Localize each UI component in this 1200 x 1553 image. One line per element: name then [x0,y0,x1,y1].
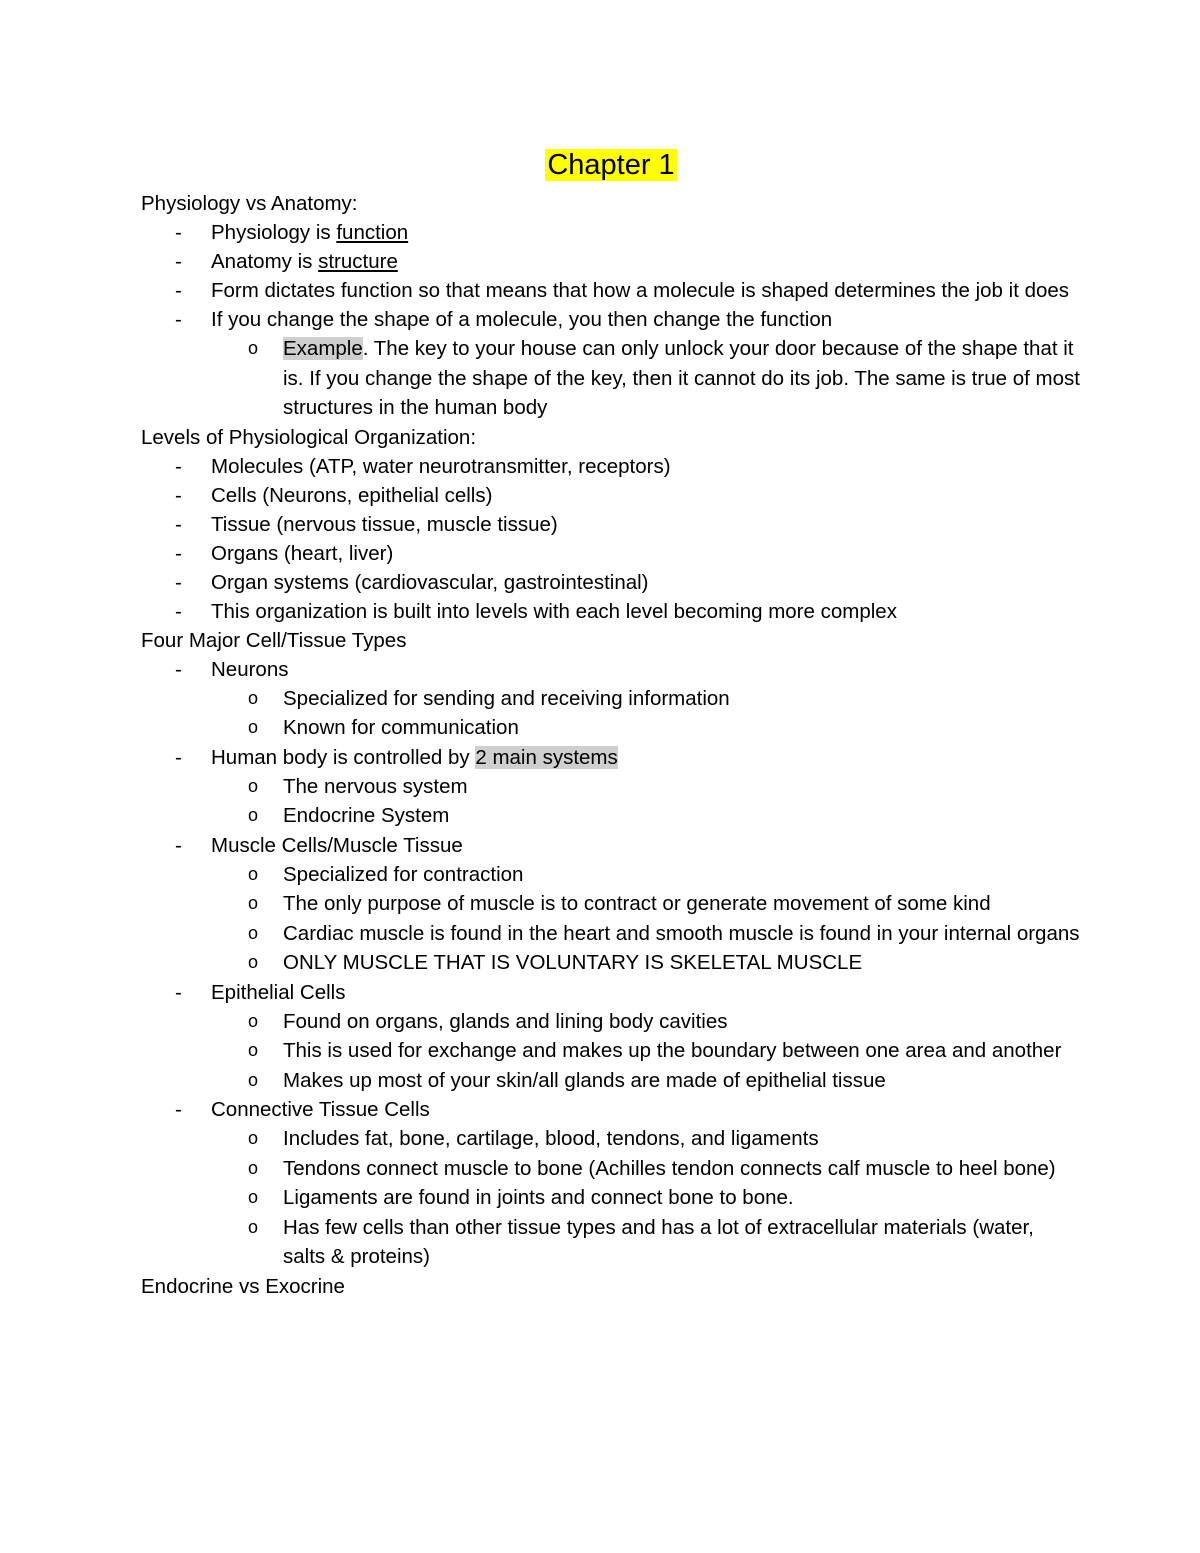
underlined-term: structure [318,250,398,273]
list-item-muscle: - Muscle Cells/Muscle Tissue [141,831,1081,860]
underlined-term: function [336,221,409,244]
list-item: - Molecules (ATP, water neurotransmitter, receptors) [141,452,1081,481]
dash-bullet: - [175,599,182,623]
circle-bullet: o [248,1010,259,1031]
list-item: - Physiology is function [141,218,1081,247]
list-item-neurons: - Neurons [141,655,1081,684]
chapter-title-text: Chapter 1 [547,149,675,181]
section-heading-cell-types: Four Major Cell/Tissue Types [141,628,407,652]
list-item-epithelial: - Epithelial Cells [141,978,1081,1007]
list-item: - Cells (Neurons, epithelial cells) [141,481,1081,510]
document-body [141,145,1081,1301]
list-item: - If you change the shape of a molecule, you then change the function [141,305,1081,334]
list-item: - Organ systems (cardiovascular, gastrointestinal) [141,568,1081,597]
list-item-control-systems: - Human body is controlled by 2 main systems [141,743,1081,772]
sub-list-item: o This is used for exchange and makes up the boundary between one area and another [141,1036,1081,1066]
sub-list-item: o Endocrine System [141,801,1081,831]
dash-bullet: - [175,221,182,244]
circle-bullet: o [248,922,259,943]
sub-list-item: o Specialized for sending and receiving information [141,684,1081,714]
circle-bullet: o [248,1187,259,1207]
dash-bullet: - [175,483,182,507]
sub-list-item: o Includes fat, bone, cartilage, blood, tendons, and ligaments [141,1124,1081,1154]
dash-bullet: - [175,833,182,857]
circle-bullet: o [248,893,259,913]
dash-bullet: - [175,657,182,681]
highlighted-term: Example [283,337,363,360]
list-item: - Anatomy is structure [141,247,1081,276]
dash-bullet: - [175,1098,182,1121]
sub-list-item: o The only purpose of muscle is to contract or generate movement of some kind [141,889,1081,919]
list-item: - Organs (heart, liver) [141,539,1081,568]
sub-list-item: o The nervous system [141,772,1081,802]
circle-bullet: o [248,805,259,825]
dash-bullet: - [175,570,182,594]
sub-list-item: o Has few cells than other tissue types and has a lot of extracellular materials (water, salts & proteins) [141,1213,1081,1272]
dash-bullet: - [175,512,182,536]
circle-bullet: o [248,338,259,358]
dash-bullet: - [175,250,182,273]
sub-list-item-example: o Example. The key to your house can only unlock your door because of the shape that it is. If you change the shape of the key, then it cannot do its job. The same is true of most structures in the human body [141,334,1081,423]
list-item: - Tissue (nervous tissue, muscle tissue) [141,510,1081,539]
sub-list-item: o Found on organs, glands and lining body cavities [141,1007,1081,1037]
section-heading-physiology-vs-anatomy: Physiology vs Anatomy: [141,192,358,215]
dash-bullet: - [175,454,182,478]
circle-bullet: o [248,952,259,972]
section-heading-levels: Levels of Physiological Organization: [141,425,477,449]
highlighted-term: 2 main systems [475,745,618,769]
circle-bullet: o [248,1069,259,1090]
section-heading-endocrine-vs-exocrine: Endocrine vs Exocrine [141,1274,345,1298]
dash-bullet: - [175,541,182,565]
list-item-connective: - Connective Tissue Cells [141,1095,1081,1124]
circle-bullet: o [248,775,259,796]
circle-bullet: o [248,687,259,708]
sub-list-item: o Specialized for contraction [141,860,1081,890]
sub-list-item: o Tendons connect muscle to bone (Achilles tendon connects calf muscle to heel bone) [141,1154,1081,1184]
circle-bullet: o [248,717,259,737]
sub-list-item: o Cardiac muscle is found in the heart and smooth muscle is found in your internal organs [141,919,1081,949]
dash-bullet: - [175,980,182,1004]
chapter-title [141,145,1081,185]
circle-bullet: o [248,863,259,884]
sub-list-item: o ONLY MUSCLE THAT IS VOLUNTARY IS SKELETAL MUSCLE [141,948,1081,978]
circle-bullet: o [248,1128,259,1148]
list-item: - Form dictates function so that means that how a molecule is shaped determines the job it does [141,276,1081,305]
circle-bullet: o [248,1040,259,1060]
list-item: - This organization is built into levels with each level becoming more complex [141,597,1081,626]
sub-list-item: o Makes up most of your skin/all glands are made of epithelial tissue [141,1066,1081,1096]
sub-list-item: o Known for communication [141,713,1081,743]
dash-bullet: - [175,308,182,331]
circle-bullet: o [248,1216,259,1237]
dash-bullet: - [175,279,182,302]
sub-list-item: o Ligaments are found in joints and connect bone to bone. [141,1183,1081,1213]
dash-bullet: - [175,745,182,769]
circle-bullet: o [248,1157,259,1178]
